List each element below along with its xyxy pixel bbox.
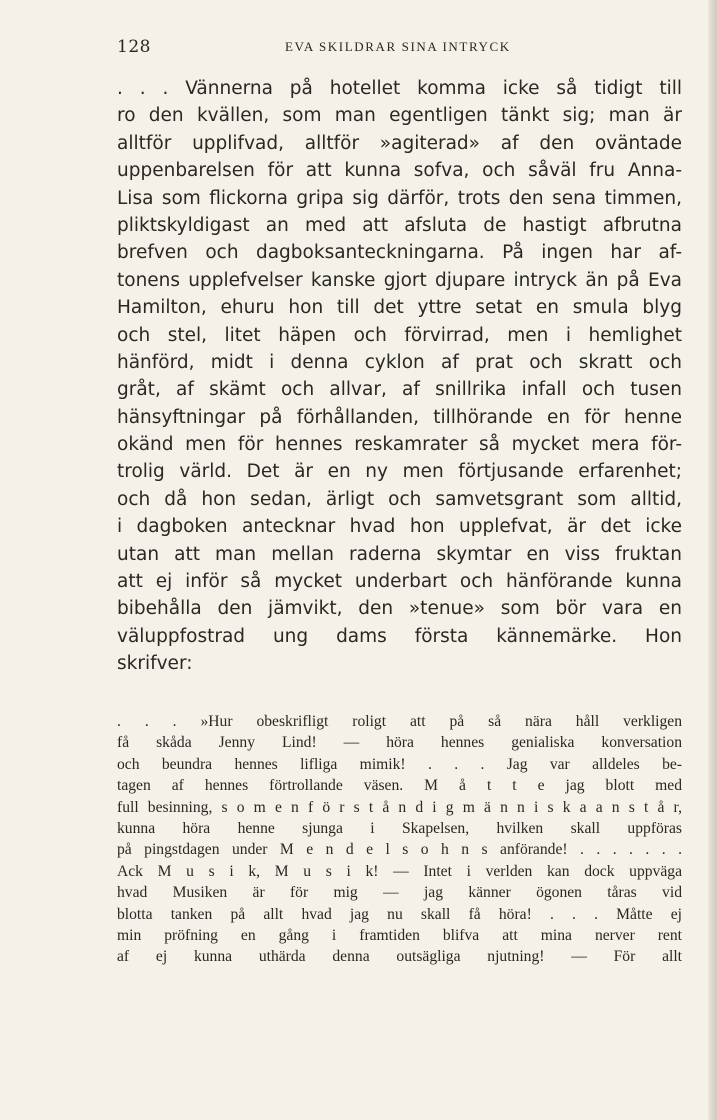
- body-line: skrifver:: [117, 653, 193, 675]
- body-line: hänförd, midt i denna cyklon af prat och skratt och: [117, 351, 682, 373]
- page-number: 128: [117, 37, 151, 57]
- body-line: alltför upplifvad, alltför »agiterad» af den oväntade: [117, 132, 682, 154]
- quote-line: på pingstdagen under M e n d e l s o h n s anförande! . . . . . . .: [117, 841, 682, 859]
- body-line: ro den kvällen, som man egentligen tänkt sig; man är: [117, 105, 682, 127]
- body-line: gråt, af skämt och allvar, af snillrika infall och tusen: [117, 379, 682, 401]
- body-line: uppenbarelsen för att kunna sofva, och såväl fru Anna-: [117, 160, 682, 182]
- quote-line: och beundra hennes lifliga mimik! . . . Jag var alldeles be-: [117, 755, 682, 773]
- quote-line: blotta tanken på allt hvad jag nu skall få höra! . . . Måtte ej: [117, 905, 682, 923]
- page-header: [117, 37, 682, 57]
- body-line: Lisa som flickorna gripa sig därför, trots den sena timmen,: [117, 187, 682, 209]
- body-line: att ej inför så mycket underbart och hänförande kunna: [117, 571, 682, 593]
- body-line: i dagboken antecknar hvad hon upplefvat, är det icke: [117, 516, 682, 538]
- quote-line: af ej kunna uthärda denna outsägliga njutning! — För allt: [117, 948, 682, 966]
- running-head: EVA SKILDRAR SINA INTRYCK: [285, 39, 511, 54]
- body-line: . . . Vännerna på hotellet komma icke så tidigt till: [117, 78, 682, 99]
- page-edge: [708, 0, 717, 1120]
- body-line: och då hon sedan, ärligt och samvetsgrant som alltid,: [117, 488, 682, 510]
- body-line: trolig värld. Det är en ny men förtjusande erfarenhet;: [117, 461, 682, 483]
- body-line: brefven och dagboksanteckningarna. På ingen har af-: [117, 242, 682, 264]
- quote-line: Ack M u s i k, M u s i k! — Intet i verlden kan dock uppväga: [117, 862, 682, 880]
- body-line: okänd men för hennes reskamrater så mycket mera för-: [117, 434, 682, 456]
- quote-line: . . . »Hur obeskrifligt roligt att på så nära håll verkligen: [117, 713, 682, 730]
- quote-line: min pröfning en gång i framtiden blifva att mina nerver rent: [117, 926, 682, 944]
- body-line: och stel, litet häpen och förvirrad, men i hemlighet: [117, 324, 682, 346]
- quote-line: kunna höra henne sjunga i Skapelsen, hvilken skall uppföras: [117, 819, 682, 837]
- quote-line: full besinning, s o m e n f ö r s t å n d i g m ä n n i s k a a n s t å r,: [117, 798, 682, 816]
- body-line: utan att man mellan raderna skymtar en viss fruktan: [117, 543, 682, 565]
- quote-line: hvad Musiken är för mig — jag känner ögonen tåras vid: [117, 884, 682, 902]
- body-line: Hamilton, ehuru hon till det yttre setat en smula blyg: [117, 297, 682, 319]
- body-line: hänsyftningar på förhållanden, tillhörande en för henne: [117, 406, 682, 428]
- body-paragraph: [117, 75, 682, 678]
- quote-line: få skåda Jenny Lind! — höra hennes genialiska konversation: [117, 734, 682, 752]
- body-line: pliktskyldigast an med att afsluta de hastigt afbrutna: [117, 214, 682, 236]
- diary-quote: [117, 711, 682, 968]
- body-line: bibehålla den jämvikt, den »tenue» som bör vara en: [117, 598, 682, 620]
- body-line: väluppfostrad ung dams första kännemärke. Hon: [117, 625, 682, 647]
- quote-line: tagen af hennes förtrollande väsen. M å t t e jag blott med: [117, 777, 682, 795]
- body-line: tonens upplefvelser kanske gjort djupare intryck än på Eva: [117, 269, 682, 291]
